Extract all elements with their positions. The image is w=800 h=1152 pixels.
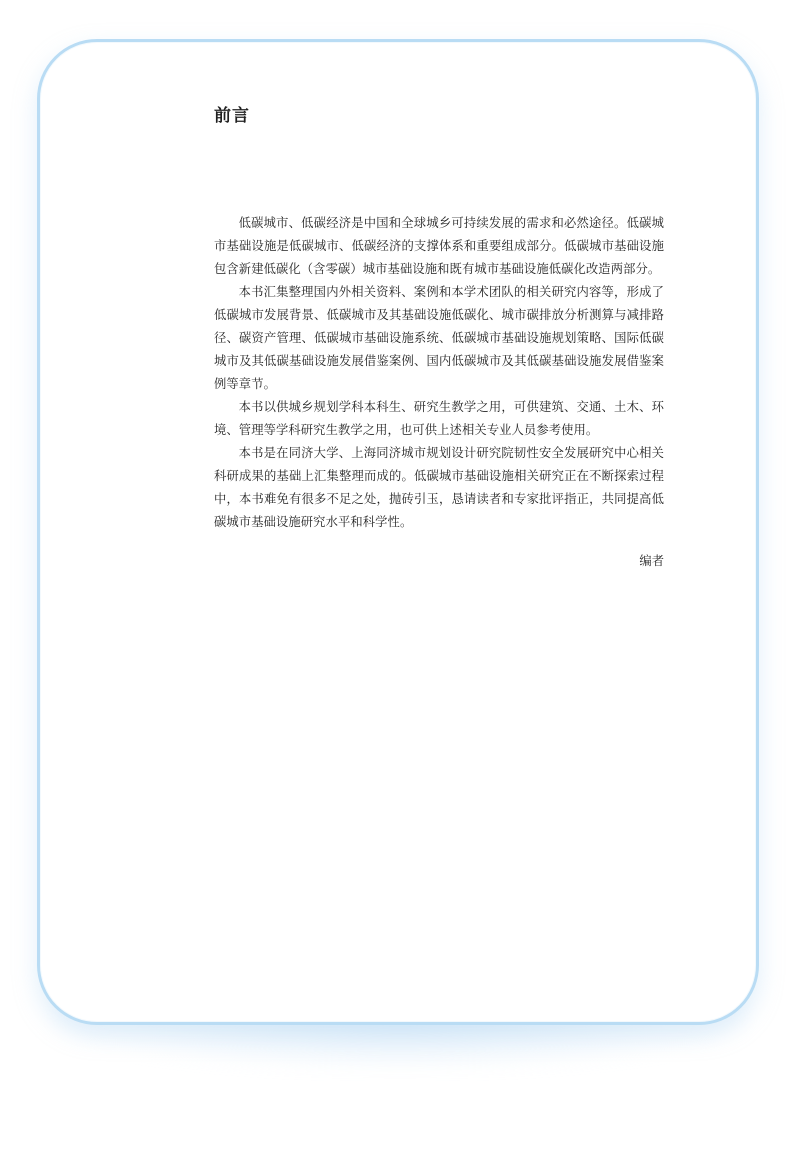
preface-body (214, 212, 664, 534)
preface-paragraph-1: 低碳城市、低碳经济是中国和全球城乡可持续发展的需求和必然途径。低碳城市基础设施是低碳城市、低碳经济的支撑体系和重要组成部分。低碳城市基础设施包含新建低碳化（含零碳）城市基础设施和既有城市基础设施低碳化改造两部分。 (214, 216, 664, 276)
page-title: 前言 (214, 106, 250, 126)
preface-paragraph-4: 本书是在同济大学、上海同济城市规划设计研究院韧性安全发展研究中心相关科研成果的基础上汇集整理而成的。低碳城市基础设施相关研究正在不断探索过程中，本书难免有很多不足之处，抛砖引玉，恳请读者和专家批评指正，共同提高低碳城市基础设施研究水平和科学性。 (214, 446, 664, 529)
document-content (214, 100, 664, 573)
author-signature: 编者 (639, 554, 664, 568)
preface-paragraph-2: 本书汇集整理国内外相关资料、案例和本学术团队的相关研究内容等，形成了低碳城市发展背景、低碳城市及其基础设施低碳化、城市碳排放分析测算与减排路径、碳资产管理、低碳城市基础设施系统、低碳城市基础设施规划策略、国际低碳城市及其低碳基础设施发展借鉴案例、国内低碳城市及其低碳基础设施发展借鉴案例等章节。 (214, 285, 664, 391)
preface-paragraph-3: 本书以供城乡规划学科本科生、研究生教学之用，可供建筑、交通、土木、环境、管理等学科研究生教学之用，也可供上述相关专业人员参考使用。 (214, 400, 664, 437)
